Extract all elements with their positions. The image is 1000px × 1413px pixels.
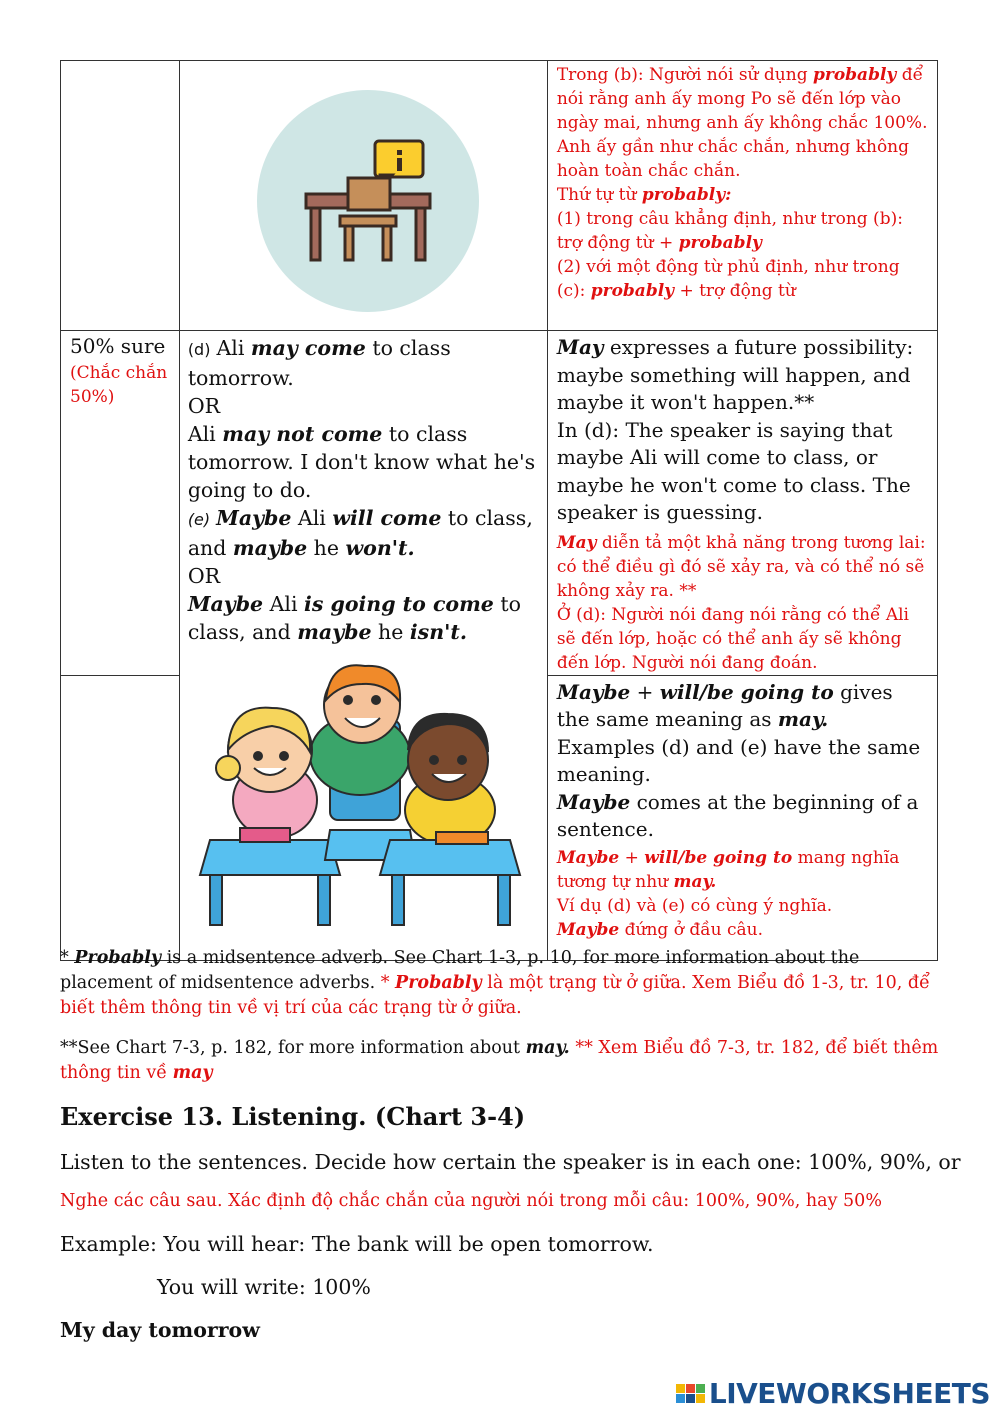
explanation-text: Ở (d): Người nói đang nói rằng có thể Ali sẽ đến lớp, hoặc có thể anh ấy sẽ không đến lớp. Người nói đang đoán. [556, 604, 909, 673]
example-keyword: Maybe [216, 506, 292, 530]
probably-note-vi [548, 61, 937, 303]
explanation-text: mang nghĩa tương tự như [556, 847, 900, 892]
maybe-keyword: Maybe [556, 847, 620, 868]
example-keyword: Maybe [187, 592, 264, 616]
example-hear: Example: You will hear: The bank will be open tomorrow. [60, 1232, 654, 1256]
order-rule-2: (2) với một động từ phủ định, như trong (c): [556, 257, 900, 301]
order-rule-2-end: + trợ động từ [674, 281, 796, 301]
logo-text: LIVEWORKSHEETS [708, 1377, 990, 1410]
example-keyword: maybe [232, 536, 308, 560]
may-keyword: May [556, 532, 597, 553]
note-text: để nói rằng anh ấy mong Po sẽ đến lớp vào ngày mai, nhưng anh ấy không chắc 100%. Anh ấy gần như chắc chắn, nhưng không hoàn toàn chắc chắn. [556, 65, 928, 181]
explanation-text: + [619, 847, 645, 868]
section-subtitle: My day tomorrow [60, 1318, 260, 1342]
order-keyword: probably [590, 281, 675, 301]
example-keyword: is going to come [304, 592, 494, 616]
certainty-label: 50% sure [70, 334, 166, 358]
grammar-chart-table [60, 60, 938, 961]
may-explanation-en [548, 331, 937, 527]
or-text: OR [187, 564, 221, 588]
order-keyword: probably: [641, 185, 732, 205]
example-write: You will write: 100% [157, 1275, 371, 1299]
kids-at-desks-illustration [180, 660, 547, 935]
footnote-text: is a midsentence adverb. See Chart 1-3, p. 10, for more information about the placement of midsentence adverbs. [60, 948, 860, 993]
exercise-instruction-vi: Nghe các câu sau. Xác định độ chắc chắn của người nói trong mỗi câu: 100%, 90%, hay 50% [60, 1191, 882, 1211]
example-text: Ali [216, 336, 251, 360]
maybe-keyword: Maybe [556, 919, 620, 940]
example-keyword: may come [250, 336, 366, 360]
maybe-keyword: will/be going to [644, 847, 793, 868]
example-keyword: may not come [222, 422, 383, 446]
maybe-explanation-en [548, 676, 937, 844]
maybe-keyword: may. [777, 707, 829, 731]
order-rule-1: (1) trong câu khẳng định, như trong (b): trợ động từ + [556, 209, 903, 253]
row-top-note-cell [547, 61, 937, 331]
maybe-keyword: Maybe [556, 679, 631, 704]
certainty-label-vi: (Chắc chắn 50%) [70, 363, 168, 407]
exercise-instruction: Listen to the sentences. Decide how certain the speaker is in each one: 100%, 90%, or [60, 1150, 961, 1174]
footnote-keyword-vi: may [172, 1063, 213, 1083]
example-text: to class, and [187, 592, 521, 644]
explanation-text: gives the same meaning as [556, 679, 893, 731]
example-keyword: isn't. [409, 620, 467, 644]
examples-text [180, 331, 547, 646]
logo-mark-icon [676, 1384, 705, 1403]
example-keyword: maybe [297, 620, 372, 644]
examples-cell [179, 331, 547, 961]
note-text: Trong (b): Người nói sử dụng [556, 65, 813, 85]
explanation-text: comes at the beginning of a sentence. [556, 789, 919, 841]
footnote-keyword: Probably [74, 948, 162, 968]
explanation-text: diễn tả một khả năng trong tương lai: có thể điều gì đó sẽ xảy ra, và có thể nó sẽ không xảy ra. ** [556, 532, 926, 601]
explanation-text: Examples (d) and (e) have the same meaning. [556, 734, 921, 786]
explanation-text: expresses a future possibility: maybe something will happen, and maybe it won't happen.** [556, 335, 914, 414]
footnote-keyword-vi: Probably [395, 973, 482, 993]
exercise-title: Exercise 13. Listening. (Chart 3-4) [60, 1102, 526, 1131]
example-text: he [371, 620, 410, 644]
may-explanation-vi [548, 527, 937, 675]
footnote-text: * [60, 948, 75, 968]
maybe-keyword: Maybe [556, 789, 631, 814]
example-keyword: will come [332, 506, 442, 530]
example-text: to class, and [187, 506, 533, 560]
liveworksheets-logo [676, 1377, 990, 1410]
example-d-label: (d) [187, 340, 211, 359]
example-text: Ali [187, 422, 223, 446]
example-text: Ali [263, 592, 305, 616]
explanation-text: đứng ở đầu câu. [619, 919, 764, 940]
explanation-text: Ví dụ (d) và (e) có cùng ý nghĩa. [556, 895, 833, 916]
explanation-text: In (d): The speaker is saying that maybe Ali will come to class, or maybe he won't come to class. The speaker is guessing. [556, 417, 911, 524]
example-text: he [307, 536, 346, 560]
footnote-may [60, 1036, 940, 1086]
footnote-text: **See Chart 7-3, p. 182, for more information about [60, 1038, 526, 1058]
desk-illustration [180, 61, 547, 326]
maybe-keyword: may. [673, 871, 717, 892]
example-e-label: (e) [187, 510, 211, 529]
row-top-image-cell [179, 61, 547, 331]
footnote-text-vi: * [380, 973, 396, 993]
example-text: to class tomorrow. [187, 336, 451, 390]
maybe-explanation-cell [547, 675, 937, 960]
example-text: Ali [291, 506, 333, 530]
may-explanation-cell [547, 331, 937, 676]
explanation-text: + [630, 679, 660, 704]
maybe-keyword: will/be going to [659, 679, 834, 704]
footnote-probably [60, 946, 940, 1021]
row-bottom-label-cell [61, 675, 180, 960]
example-keyword: won't. [345, 536, 415, 560]
footnote-text-vi: là một trạng từ ở giữa. Xem Biểu đồ 1-3, tr. 10, để biết thêm thông tin về vị trí của các trạng từ ở giữa. [60, 973, 930, 1018]
order-title: Thứ tự từ [556, 185, 642, 205]
note-keyword: probably [812, 65, 897, 85]
row-top-label-cell [61, 61, 180, 331]
example-text: to class tomorrow. I don't know what he's going to do. [187, 422, 536, 502]
footnote-text-vi: ** Xem Biểu đồ 7-3, tr. 182, để biết thêm thông tin về [60, 1038, 939, 1083]
certainty-label-cell [61, 331, 180, 676]
maybe-explanation-vi [548, 844, 937, 942]
may-keyword: May [556, 335, 604, 359]
order-keyword: probably [678, 233, 762, 253]
footnote-keyword: may. [525, 1038, 570, 1058]
or-text: OR [187, 394, 221, 418]
